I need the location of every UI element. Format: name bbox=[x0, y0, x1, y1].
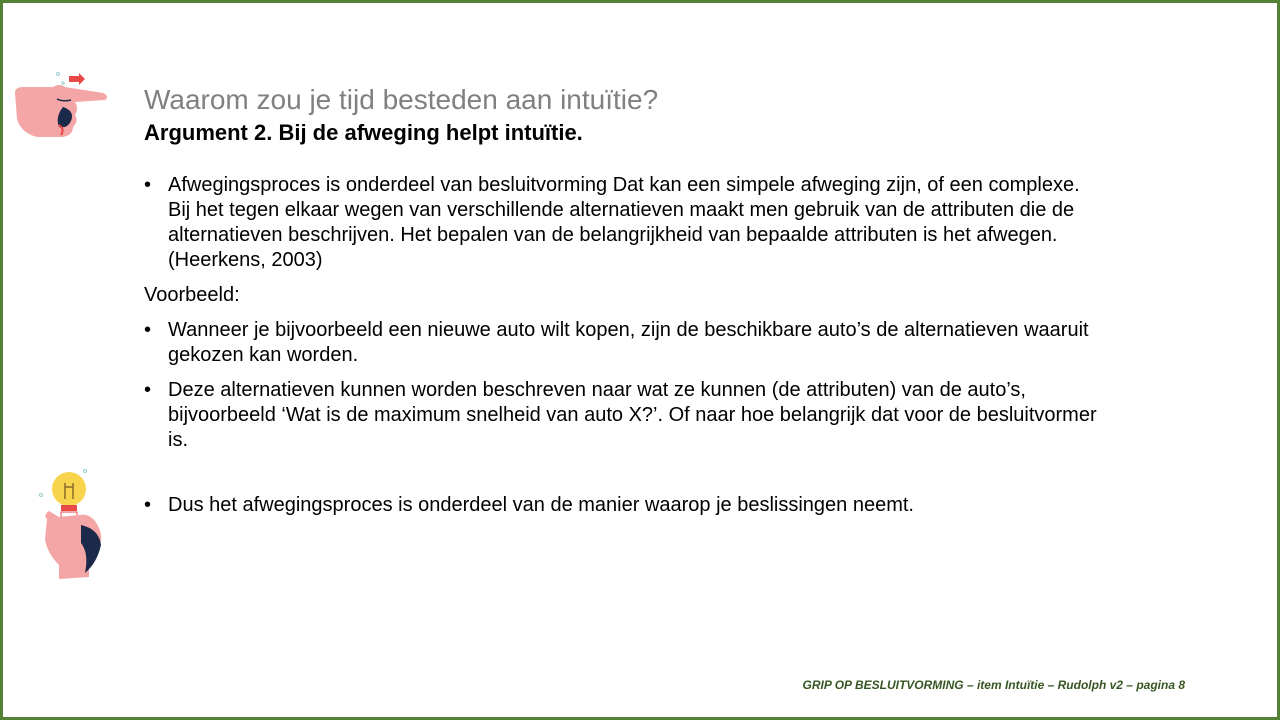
bullet-dot: • bbox=[144, 379, 152, 401]
bullet-item bbox=[144, 173, 1104, 273]
bullet-text: Deze alternatieven kunnen worden beschreven naar wat ze kunnen (de attributen) van de auto’s, bijvoorbeeld ‘Wat is de maximum snelheid van auto X?’. Of naar hoe belangrijk dat voor de besluitvormer is. bbox=[168, 379, 1097, 451]
bullet-item bbox=[144, 493, 1104, 518]
bullet-text: Wanneer je bijvoorbeeld een nieuwe auto wilt kopen, zijn de beschikbare auto’s de alternatieven waaruit gekozen kan worden. bbox=[168, 319, 1089, 366]
bullet-item bbox=[144, 378, 1104, 453]
bullet-text: Dus het afwegingsproces is onderdeel van de manier waarop je beslissingen neemt. bbox=[168, 494, 914, 516]
pointing-hand-icon bbox=[13, 69, 113, 141]
slide-footer: GRIP OP BESLUITVORMING – item Intuïtie – Rudolph v2 – pagina 8 bbox=[802, 678, 1185, 692]
slide-heading: Argument 2. Bij de afweging helpt intuïtie. bbox=[144, 120, 583, 145]
bullet-dot: • bbox=[144, 494, 152, 516]
bullet-text: Afwegingsproces is onderdeel van besluitvorming Dat kan een simpele afweging zijn, of een complexe. Bij het tegen elkaar wegen van verschillende alternatieven maakt men gebruik van de attributen die de alternatieven beschrijven. Het bepalen van de belangrijkheid van bepaalde attributen is het afwegen. (Heerkens, 2003) bbox=[168, 174, 1080, 271]
example-label: Voorbeeld: bbox=[144, 284, 240, 306]
bullet-item bbox=[144, 318, 1104, 368]
slide-subtitle: Waarom zou je tijd besteden aan intuïtie? bbox=[144, 84, 659, 115]
bullet-dot: • bbox=[144, 174, 152, 196]
bullet-dot: • bbox=[144, 319, 152, 341]
hand-holding-lightbulb-icon bbox=[33, 465, 113, 583]
slide-body bbox=[144, 173, 1104, 528]
